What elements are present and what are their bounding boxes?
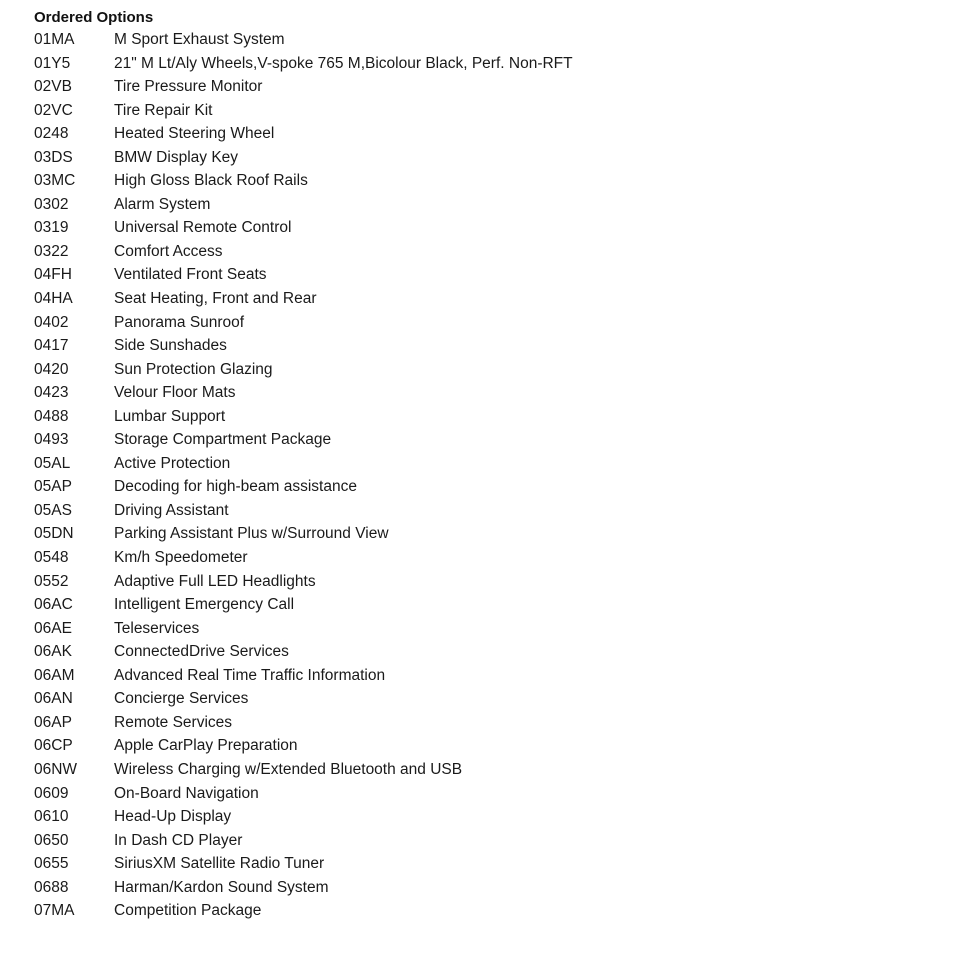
option-row <box>34 758 573 782</box>
option-description: High Gloss Black Roof Rails <box>114 172 308 190</box>
option-row <box>34 546 573 570</box>
option-description: Decoding for high-beam assistance <box>114 478 357 496</box>
option-code: 0552 <box>34 572 69 590</box>
option-row <box>34 452 573 476</box>
option-code: 06CP <box>34 737 73 755</box>
option-row <box>34 28 573 52</box>
option-code: 0650 <box>34 831 69 849</box>
option-row <box>34 522 573 546</box>
option-code: 06AK <box>34 643 72 661</box>
option-description: Harman/Kardon Sound System <box>114 878 329 896</box>
option-description: Advanced Real Time Traffic Information <box>114 666 386 684</box>
option-code: 06AN <box>34 690 73 708</box>
option-row <box>34 664 573 688</box>
option-row <box>34 640 573 664</box>
section-title: Ordered Options <box>34 9 154 26</box>
option-description: Remote Services <box>114 713 233 731</box>
option-row <box>34 711 573 735</box>
option-code: 0610 <box>34 808 69 826</box>
option-row <box>34 169 573 193</box>
option-row <box>34 240 573 264</box>
option-row <box>34 99 573 123</box>
option-row <box>34 122 573 146</box>
option-code: 0423 <box>34 384 69 402</box>
option-code: 0302 <box>34 195 69 213</box>
option-description: SiriusXM Satellite Radio Tuner <box>114 855 325 873</box>
option-description: Km/h Speedometer <box>114 549 248 567</box>
option-row <box>34 311 573 335</box>
option-description: In Dash CD Player <box>114 831 243 849</box>
option-row <box>34 146 573 170</box>
option-code: 0688 <box>34 878 69 896</box>
option-row <box>34 687 573 711</box>
option-code: 0488 <box>34 407 69 425</box>
option-description: Apple CarPlay Preparation <box>114 737 298 755</box>
option-description: Adaptive Full LED Headlights <box>114 572 316 590</box>
option-code: 0319 <box>34 219 69 237</box>
option-code: 01Y5 <box>34 54 71 72</box>
option-description: Active Protection <box>114 454 231 472</box>
option-description: Alarm System <box>114 195 211 213</box>
option-code: 02VC <box>34 101 73 119</box>
option-description: Driving Assistant <box>114 501 229 519</box>
option-row <box>34 405 573 429</box>
option-code: 06AC <box>34 596 73 614</box>
option-row <box>34 334 573 358</box>
option-description: BMW Display Key <box>114 148 239 166</box>
option-code: 04FH <box>34 266 72 284</box>
option-row <box>34 852 573 876</box>
option-description: Head-Up Display <box>114 808 232 826</box>
option-code: 0609 <box>34 784 69 802</box>
option-code: 02VB <box>34 78 72 96</box>
option-description: Sun Protection Glazing <box>114 360 273 378</box>
option-description: Tire Repair Kit <box>114 101 213 119</box>
option-description: Teleservices <box>114 619 200 637</box>
option-code: 0248 <box>34 125 69 143</box>
option-description: On-Board Navigation <box>114 784 259 802</box>
option-code: 0420 <box>34 360 69 378</box>
option-description: Storage Compartment Package <box>114 431 332 449</box>
option-row <box>34 593 573 617</box>
option-row <box>34 734 573 758</box>
option-row <box>34 193 573 217</box>
option-row <box>34 899 573 923</box>
option-code: 06AP <box>34 713 72 731</box>
option-code: 06NW <box>34 760 78 778</box>
option-code: 06AE <box>34 619 72 637</box>
option-description: Tire Pressure Monitor <box>114 78 263 96</box>
option-code: 03MC <box>34 172 76 190</box>
option-description: Seat Heating, Front and Rear <box>114 290 317 308</box>
option-description: 21" M Lt/Aly Wheels,V-spoke 765 M,Bicolour Black, Perf. Non-RFT <box>114 54 573 72</box>
option-description: Panorama Sunroof <box>114 313 245 331</box>
option-description: Universal Remote Control <box>114 219 292 237</box>
option-code: 07MA <box>34 902 75 920</box>
option-row <box>34 876 573 900</box>
option-row <box>34 52 573 76</box>
option-row <box>34 358 573 382</box>
option-code: 05AP <box>34 478 72 496</box>
option-row <box>34 617 573 641</box>
option-row <box>34 428 573 452</box>
option-code: 04HA <box>34 290 73 308</box>
option-row <box>34 263 573 287</box>
option-row <box>34 381 573 405</box>
option-code: 0493 <box>34 431 69 449</box>
ordered-options-section <box>34 8 573 923</box>
option-description: ConnectedDrive Services <box>114 643 289 661</box>
option-code: 06AM <box>34 666 75 684</box>
option-row <box>34 216 573 240</box>
option-description: Wireless Charging w/Extended Bluetooth and USB <box>114 760 463 778</box>
option-description: Concierge Services <box>114 690 249 708</box>
option-code: 0655 <box>34 855 69 873</box>
option-row <box>34 75 573 99</box>
option-row <box>34 570 573 594</box>
option-row <box>34 475 573 499</box>
option-code: 01MA <box>34 31 75 48</box>
option-description: Lumbar Support <box>114 407 226 425</box>
option-code: 03DS <box>34 148 73 166</box>
option-row <box>34 499 573 523</box>
option-description: Intelligent Emergency Call <box>114 596 295 614</box>
option-description: Competition Package <box>114 902 262 920</box>
option-description: Side Sunshades <box>114 337 227 355</box>
option-description: Velour Floor Mats <box>114 384 236 402</box>
option-code: 0548 <box>34 549 69 567</box>
option-row <box>34 805 573 829</box>
options-list <box>34 28 573 923</box>
option-row <box>34 829 573 853</box>
option-description: Comfort Access <box>114 242 223 260</box>
option-code: 05AL <box>34 454 71 472</box>
option-description: Parking Assistant Plus w/Surround View <box>114 525 389 543</box>
option-description: Heated Steering Wheel <box>114 125 275 143</box>
option-code: 0322 <box>34 242 69 260</box>
option-description: M Sport Exhaust System <box>114 31 285 48</box>
option-code: 05AS <box>34 501 72 519</box>
option-code: 0402 <box>34 313 69 331</box>
option-code: 0417 <box>34 337 69 355</box>
option-row <box>34 782 573 806</box>
option-description: Ventilated Front Seats <box>114 266 267 284</box>
option-row <box>34 287 573 311</box>
option-code: 05DN <box>34 525 74 543</box>
